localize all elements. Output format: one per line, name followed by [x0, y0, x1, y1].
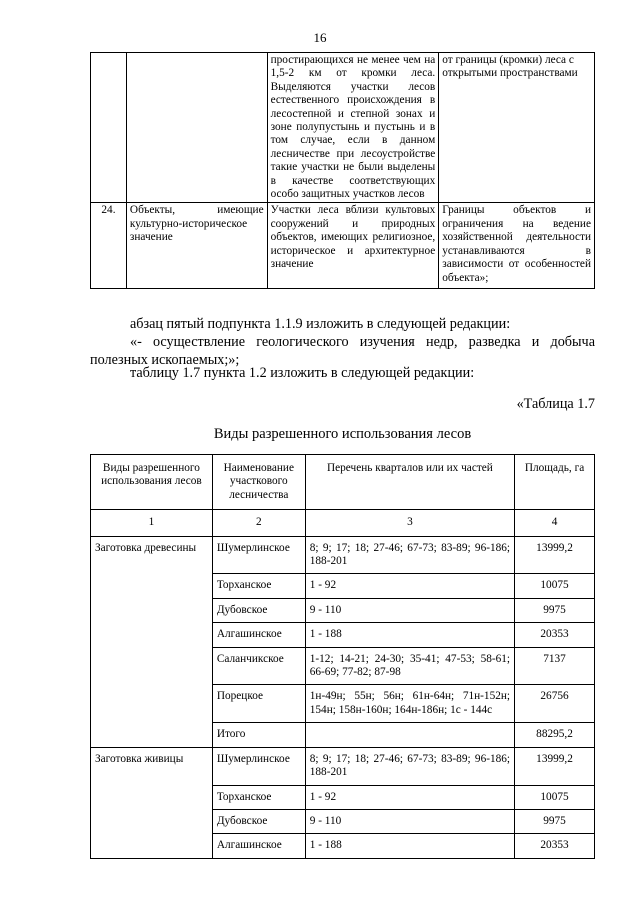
area-cell: 20353 — [515, 623, 595, 647]
table-row — [91, 747, 595, 785]
quarters-cell: 9 - 110 — [305, 598, 514, 622]
area-cell: 7137 — [515, 647, 595, 685]
column-number: 3 — [305, 510, 514, 536]
table-cell: Участки леса вблизи культовых сооружений и природных объектов, имеющих религиозное, историческое и архитектурное значение — [267, 203, 439, 288]
quarters-cell: 1 - 188 — [305, 623, 514, 647]
header-cell: Площадь, га — [515, 455, 595, 510]
column-number-row — [91, 510, 595, 536]
area-cell: 13999,2 — [515, 747, 595, 785]
paragraph: таблицу 1.7 пункта 1.2 изложить в следующей редакции: — [130, 365, 475, 381]
quarters-cell: 1-12; 14-21; 24-30; 35-41; 47-53; 58-61; 66-69; 77-82; 87-98 — [305, 647, 514, 685]
page-number: 16 — [313, 30, 327, 45]
use-type-cell: Заготовка живицы — [91, 747, 213, 858]
forestry-cell: Шумерлинское — [212, 747, 305, 785]
total-area: 88295,2 — [515, 723, 595, 747]
table-title: Виды разрешенного использования лесов — [213, 426, 472, 442]
table-cell: Границы объектов и ограничения на ведение хозяйственной деятельности устанавливаются в зависимости от особенностей объекта»; — [439, 203, 595, 288]
table-row — [91, 536, 595, 574]
quarters-cell — [305, 723, 514, 747]
forestry-cell: Шумерлинское — [212, 536, 305, 574]
paragraph: абзац пятый подпункта 1.1.9 изложить в следующей редакции: — [130, 316, 511, 332]
forestry-cell: Алгашинское — [212, 623, 305, 647]
paragraph: «- осуществление геологического изучения недр, разведка и добыча полезных ископаемых;»; — [90, 334, 595, 368]
forestry-cell: Алгашинское — [212, 834, 305, 858]
total-label: Итого — [212, 723, 305, 747]
forestry-cell: Торханское — [212, 785, 305, 809]
area-cell: 9975 — [515, 598, 595, 622]
area-cell: 26756 — [515, 685, 595, 723]
area-cell: 13999,2 — [515, 536, 595, 574]
table-cell: Объекты, имеющие культурно-историческое значение — [126, 203, 267, 288]
row-number: 24. — [91, 203, 127, 288]
forestry-cell: Саланчикское — [212, 647, 305, 685]
table-label: «Таблица 1.7 — [516, 396, 595, 412]
area-cell: 10075 — [515, 574, 595, 598]
quarters-cell: 1 - 92 — [305, 785, 514, 809]
column-number: 1 — [91, 510, 213, 536]
table-row — [91, 53, 595, 203]
quarters-cell: 8; 9; 17; 18; 27-46; 67-73; 83-89; 96-186; 188-201 — [305, 536, 514, 574]
area-cell: 20353 — [515, 834, 595, 858]
table-cell: от границы (кромки) леса с открытыми пространствами — [439, 53, 595, 203]
forestry-cell: Порецкое — [212, 685, 305, 723]
use-type-cell: Заготовка древесины — [91, 536, 213, 747]
forestry-cell: Дубовское — [212, 809, 305, 833]
column-number: 2 — [212, 510, 305, 536]
area-cell: 9975 — [515, 809, 595, 833]
table-row — [91, 203, 595, 288]
header-cell: Перечень кварталов или их частей — [305, 455, 514, 510]
quarters-cell: 1 - 188 — [305, 834, 514, 858]
table-cell — [91, 53, 127, 203]
quarters-cell: 9 - 110 — [305, 809, 514, 833]
top-table — [90, 52, 595, 289]
forest-use-table — [90, 454, 595, 859]
quarters-cell: 8; 9; 17; 18; 27-46; 67-73; 83-89; 96-186; 188-201 — [305, 747, 514, 785]
header-cell: Виды разрешенного использования лесов — [91, 455, 213, 510]
header-cell: Наименование участкового лесничества — [212, 455, 305, 510]
quarters-cell: 1н-49н; 55н; 56н; 61н-64н; 71н-152н; 154н; 158н-160н; 164н-186н; 1с - 144с — [305, 685, 514, 723]
quarters-cell: 1 - 92 — [305, 574, 514, 598]
table-cell: простирающихся не менее чем на 1,5-2 км от кромки леса. Выделяются участки лесов естественного происхождения в лесостепной и степной зонах и зоне полупустынь и пустынь и в том случае, если в данном лесничестве при лесоустройстве такие участки не были выделены в качестве соответствующих особо защитных участков лесов — [267, 53, 439, 203]
column-number: 4 — [515, 510, 595, 536]
area-cell: 10075 — [515, 785, 595, 809]
table-header-row — [91, 455, 595, 510]
table-cell — [126, 53, 267, 203]
forestry-cell: Дубовское — [212, 598, 305, 622]
forestry-cell: Торханское — [212, 574, 305, 598]
